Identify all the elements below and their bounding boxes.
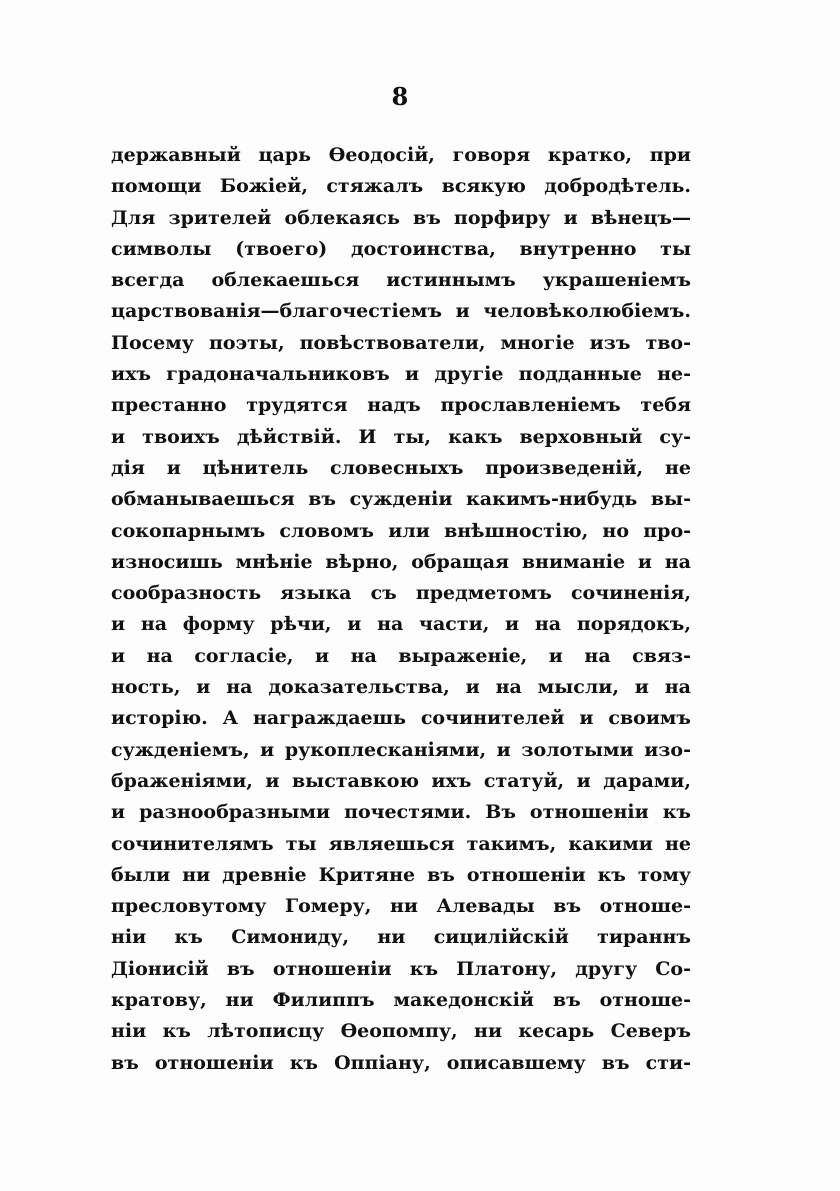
text-line: въ отношеніи къ Оппіану, описавшему въ сти- [111,1051,691,1074]
text-line: износишь мнѣніе вѣрно, обращая вниманіе и на [111,550,691,573]
text-line: символы (твоего) достоинства, внутренно ты [111,237,691,260]
text-line: и твоихъ дѣйствій. И ты, какъ верховный су- [111,425,691,448]
text-line: Для зрителей облекаясь въ порфиру и вѣнецъ— [111,206,691,229]
text-line: пресловутому Гомеру, ни Алевады въ отноше- [111,895,691,918]
text-line: всегда облекаешься истиннымъ украшеніемъ [111,269,691,292]
text-line: браженіями, и выставкою ихъ статуй, и дарами, [111,769,691,792]
text-line: помощи Божіей, стяжалъ всякую добродѣтель. [111,175,691,198]
text-line: и на форму рѣчи, и на части, и на порядокъ, [111,613,691,636]
text-line: обманываешься въ сужденіи какимъ-нибудь вы- [111,488,691,511]
text-line: ихъ градоначальниковъ и другіе подданные не- [111,363,691,386]
text-line: были ни древніе Критяне въ отношеніи къ тому [111,863,691,886]
text-line: державный царь Өеодосій, говоря кратко, при [111,144,691,166]
text-line: сужденіемъ, и рукоплесканіями, и золотыми изо- [111,738,691,761]
text-line: ность, и на доказательства, и на мысли, и на [111,676,691,699]
text-line: ніи къ Симониду, ни сицилійскій тираннъ [111,926,691,949]
text-line: Діонисій въ отношеніи къ Платону, другу Со- [111,957,691,980]
text-line: и на согласіе, и на выраженіе, и на связ- [111,644,691,667]
text-line: сообразность языка съ предметомъ сочиненія, [111,582,691,605]
text-line: престанно трудятся надъ прославленіемъ тебя [111,394,691,417]
text-line: исторію. А награждаешь сочинителей и своимъ [111,707,691,730]
text-line: Посему поэты, повѣствователи, многіе изъ тво- [111,331,691,354]
body-text [111,140,691,1079]
text-line: кратову, ни Филиппъ македонскій въ отноше- [111,989,691,1012]
text-line: ніи къ лѣтописцу Өеопомпу, ни кесарь Северъ [111,1020,691,1043]
text-line: сокопарнымъ словомъ или внѣшностію, но про- [111,519,691,542]
text-line: дія и цѣнитель словесныхъ произведеній, не [111,456,691,479]
page-number: 8 [391,82,409,111]
text-line: и разнообразными почестями. Въ отношеніи къ [111,801,691,824]
text-line: сочинителямъ ты являешься такимъ, какими не [111,832,691,855]
text-line: царствованія—благочестіемъ и человѣколюбіемъ. [111,300,691,323]
